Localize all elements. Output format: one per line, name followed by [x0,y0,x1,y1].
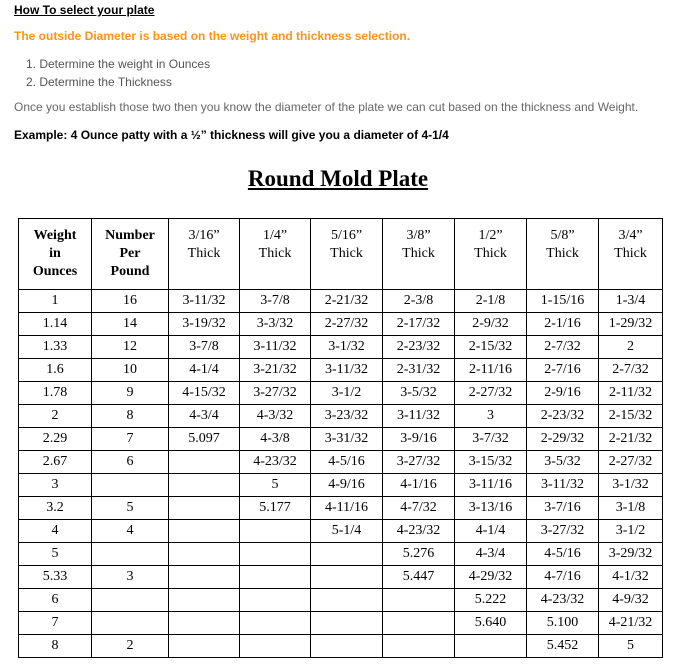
table-body [19,290,663,658]
table-header-row [19,219,663,290]
table-cell: 1 [19,290,92,313]
table-cell [311,543,383,566]
table-cell [240,612,311,635]
table-cell: 2-15/32 [599,405,663,428]
table-cell: 7 [92,428,169,451]
header-number [92,219,169,290]
table-cell: 2-31/32 [383,359,455,382]
table-row [19,589,663,612]
table-cell: 2-7/32 [527,336,599,359]
table-cell: 4-23/32 [527,589,599,612]
thickness-value: 3/4” [618,228,643,243]
table-cell: 3-15/32 [455,451,527,474]
table-cell: 4-7/32 [383,497,455,520]
header-thickness [383,219,455,290]
table-cell [92,589,169,612]
table-cell: 4-23/32 [240,451,311,474]
thickness-value: 3/8” [406,228,431,243]
table-cell [169,612,240,635]
table-cell: 4-1/4 [169,359,240,382]
table-cell: 3-11/32 [240,336,311,359]
diameter-note: The outside Diameter is based on the weight and thickness selection. [14,29,411,43]
table-cell: 3-29/32 [599,543,663,566]
round-mold-plate-table [18,218,663,658]
table-cell: 4-15/32 [169,382,240,405]
table-cell: 1-29/32 [599,313,663,336]
table-cell: 5.177 [240,497,311,520]
header-number-line: Per [119,246,141,261]
table-cell: 8 [19,635,92,658]
table-row [19,336,663,359]
table-cell: 10 [92,359,169,382]
how-to-select-heading: How To select your plate [14,3,155,17]
table-cell: 3-1/2 [311,382,383,405]
table-row [19,566,663,589]
header-thickness [240,219,311,290]
table-cell: 4-5/16 [311,451,383,474]
table-cell: 5.222 [455,589,527,612]
table-cell: 2-9/16 [527,382,599,405]
table-cell: 3-21/32 [240,359,311,382]
table-cell: 2-27/32 [599,451,663,474]
table-cell [383,589,455,612]
table-cell: 2.67 [19,451,92,474]
header-weight-line: in [49,246,61,261]
thick-label: Thick [402,246,435,261]
table-cell [311,635,383,658]
table-cell [311,566,383,589]
table-cell: 5.452 [527,635,599,658]
table-cell: 2-29/32 [527,428,599,451]
table-cell [92,543,169,566]
table-cell: 3-11/32 [383,405,455,428]
table-row [19,359,663,382]
table-cell: 3-13/16 [455,497,527,520]
table-cell [169,474,240,497]
steps-list [26,55,210,91]
table-cell [311,589,383,612]
table-cell: 3 [19,474,92,497]
table-cell: 4-3/32 [240,405,311,428]
table-cell [169,497,240,520]
header-number-line: Pound [110,264,150,279]
table-cell: 2 [599,336,663,359]
table-cell: 5.097 [169,428,240,451]
table-cell: 4-11/16 [311,497,383,520]
table-cell: 5.640 [455,612,527,635]
table-cell: 3-7/16 [527,497,599,520]
example-note: Example: 4 Ounce patty with a ½” thickness will give you a diameter of 4-1/4 [14,128,449,142]
table-cell: 3.2 [19,497,92,520]
thickness-value: 5/8” [550,228,575,243]
table-cell: 4 [92,520,169,543]
thick-label: Thick [546,246,579,261]
header-thickness [599,219,663,290]
table-row [19,612,663,635]
table-cell: 3-23/32 [311,405,383,428]
table-cell: 4-1/32 [599,566,663,589]
table-cell: 14 [92,313,169,336]
table-cell: 3-11/32 [169,290,240,313]
table-cell: 2-27/32 [455,382,527,405]
thickness-value: 1/4” [262,228,288,243]
table-row [19,497,663,520]
table-cell: 4-5/16 [527,543,599,566]
table-row [19,405,663,428]
table-cell: 2-11/32 [599,382,663,405]
thick-label: Thick [330,246,363,261]
table-cell: 5.276 [383,543,455,566]
header-weight-line: Ounces [32,264,78,279]
table-cell: 2-21/32 [599,428,663,451]
table-row [19,474,663,497]
table-cell: 4-1/4 [455,520,527,543]
thick-label: Thick [614,246,647,261]
header-thickness [311,219,383,290]
table-cell [383,612,455,635]
table-cell: 5 [599,635,663,658]
table-cell [240,520,311,543]
step-item: 2. Determine the Thickness [26,75,172,89]
table-cell: 3-7/8 [169,336,240,359]
table-cell [311,612,383,635]
table-cell: 3-31/32 [311,428,383,451]
table-row [19,635,663,658]
table-cell: 1.33 [19,336,92,359]
table-cell [240,589,311,612]
table-row [19,382,663,405]
table-cell: 3-11/32 [527,474,599,497]
table-cell: 3 [455,405,527,428]
thickness-value: 1/2” [478,228,503,243]
table-cell: 2-23/32 [527,405,599,428]
table-cell: 3-11/16 [455,474,527,497]
table-cell: 2-7/32 [599,359,663,382]
table-cell: 2-15/32 [455,336,527,359]
table-cell: 2-3/8 [383,290,455,313]
establish-note: Once you establish those two then you know the diameter of the plate we can cut based on the thickness and Weight. [14,100,639,114]
table-cell: 4-9/16 [311,474,383,497]
thickness-value: 5/16” [330,228,363,243]
table-cell: 4 [19,520,92,543]
table-cell [455,635,527,658]
table-cell: 3-1/2 [599,520,663,543]
table-cell: 4-3/4 [169,405,240,428]
table-cell: 12 [92,336,169,359]
table-cell: 1.6 [19,359,92,382]
table-cell: 2-17/32 [383,313,455,336]
table-row [19,451,663,474]
table-cell: 4-3/8 [240,428,311,451]
table-cell [92,612,169,635]
table-cell: 4-29/32 [455,566,527,589]
table-cell: 2.29 [19,428,92,451]
table-cell [240,566,311,589]
table-cell: 4-21/32 [599,612,663,635]
thick-label: Thick [258,246,292,261]
table-row [19,520,663,543]
table-cell: 3-27/32 [527,520,599,543]
table-cell: 2-21/32 [311,290,383,313]
table-cell [92,474,169,497]
thick-label: Thick [474,246,507,261]
table-cell: 5 [92,497,169,520]
header-number-line: Number [105,228,155,243]
table-cell: 3-1/8 [599,497,663,520]
header-thickness [455,219,527,290]
table-cell: 5 [240,474,311,497]
table-cell: 3-1/32 [599,474,663,497]
table-cell: 6 [92,451,169,474]
table-cell [169,520,240,543]
table-cell: 7 [19,612,92,635]
table-cell: 2-7/16 [527,359,599,382]
table-cell [240,543,311,566]
table-cell: 3-27/32 [240,382,311,405]
table-cell: 5.447 [383,566,455,589]
table-cell: 9 [92,382,169,405]
table-cell: 3-3/32 [240,313,311,336]
table-cell: 5 [19,543,92,566]
table-cell: 5.100 [527,612,599,635]
table-cell [240,635,311,658]
thickness-value: 3/16” [188,228,220,243]
table-cell: 4-23/32 [383,520,455,543]
table-cell [169,635,240,658]
table-title: Round Mold Plate [247,166,429,191]
table-cell: 2-23/32 [383,336,455,359]
table-cell: 1-3/4 [599,290,663,313]
table-cell: 6 [19,589,92,612]
table-cell: 3-7/32 [455,428,527,451]
table-cell: 3-1/32 [311,336,383,359]
step-item: 1. Determine the weight in Ounces [26,57,211,71]
table-cell: 1.14 [19,313,92,336]
table-cell: 3-5/32 [527,451,599,474]
table-row [19,313,663,336]
table-cell: 2-1/16 [527,313,599,336]
header-thickness [527,219,599,290]
table-cell: 4-9/32 [599,589,663,612]
table-cell: 1.78 [19,382,92,405]
table-cell: 5.33 [19,566,92,589]
table-cell: 3-19/32 [169,313,240,336]
table-cell: 1-15/16 [527,290,599,313]
thick-label: Thick [187,246,221,261]
table-cell: 2 [92,635,169,658]
header-thickness [169,219,240,290]
table-cell: 4-1/16 [383,474,455,497]
table-cell: 5-1/4 [311,520,383,543]
table-cell: 4-7/16 [527,566,599,589]
table-cell: 2-1/8 [455,290,527,313]
table-cell [169,589,240,612]
table-cell [169,566,240,589]
table-row [19,290,663,313]
table-cell: 2-11/16 [455,359,527,382]
table-cell [169,451,240,474]
table-cell: 2-27/32 [311,313,383,336]
table-cell [169,543,240,566]
table-cell: 4-3/4 [455,543,527,566]
table-cell: 2 [19,405,92,428]
header-weight-line: Weight [33,228,77,243]
table-cell: 3 [92,566,169,589]
table-cell: 3-5/32 [383,382,455,405]
table-cell: 3-11/32 [311,359,383,382]
header-weight [19,219,92,290]
table-cell: 3-7/8 [240,290,311,313]
table-row [19,543,663,566]
table-cell: 3-27/32 [383,451,455,474]
table-cell [383,635,455,658]
table-cell: 16 [92,290,169,313]
table-cell: 8 [92,405,169,428]
table-cell: 2-9/32 [455,313,527,336]
table-row [19,428,663,451]
table-cell: 3-9/16 [383,428,455,451]
